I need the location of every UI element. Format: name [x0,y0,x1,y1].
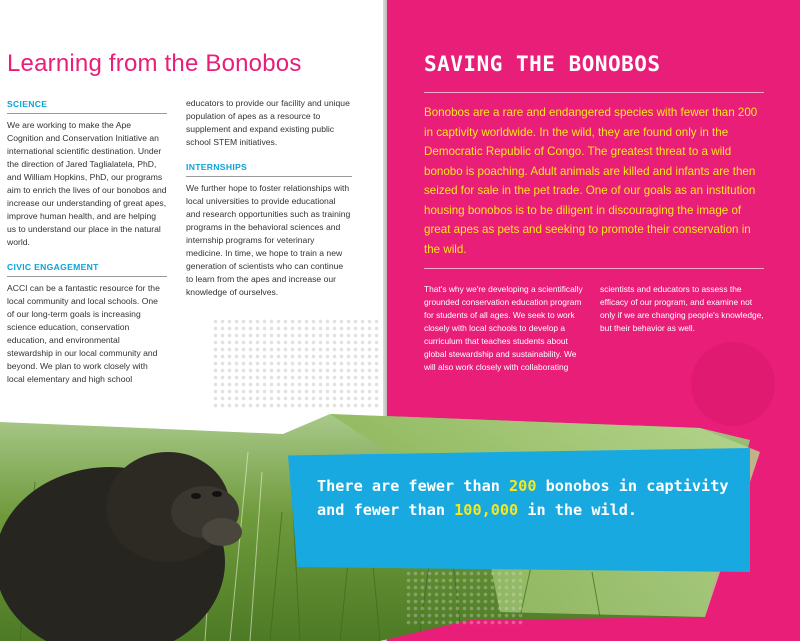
science-body: We are working to make the Ape Cognition and Conservation Initiative an international scientific destination. Under the direction of Jared Taglialatela, PhD, and William Hopkins, PhD, our programs aim to enrich the lives of our bonobos and increase our understanding of great apes, improve human health, and are helping us to understand our place in the natural world. [7,120,167,247]
page-title-right: SAVING THE BONOBOS [424,52,661,76]
civic-body: ACCI can be a fantastic resource for the local community and local schools. One of our long-term goals is increasing science education, conservation education, and environmental stewardship in our local community and beyond. We plan to work closely with local elementary and high school [7,283,160,384]
lead-paragraph: Bonobos are a rare and endangered species with fewer than 200 in captivity worldwide. In the wild, they are found only in the Democratic Republic of Congo. The greatest threat to a wild bonobo is poaching. Adult animals are killed and infants are then seized for sale in the pet trade. One of our goals as an institution housing bonobos is to be diligent in discouraging the image of great apes as pets and seeking to promote their conservation in the wild. [424,106,758,256]
lead-divider [424,268,764,269]
quote-number-captivity: 200 [509,477,537,495]
column-internships [186,97,352,299]
right-column-2 [600,283,768,335]
quote-part-2: bonobos in captivity and fewer than [317,477,729,519]
science-heading: SCIENCE [7,98,167,114]
internships-body: We further hope to foster relationships with local universities to provide educational and research opportunities such as training programs in the behavioral sciences and internship programs for veterinary medicine. In time, we hope to train a new generation of scientists who can continue to learn from the apes and increase our knowledge of ourselves. [186,183,351,297]
quote-number-wild: 100,000 [454,501,519,519]
page-title-left: Learning from the Bonobos [7,50,302,77]
title-divider [424,92,764,93]
civic-heading: CIVIC ENGAGEMENT [7,261,167,277]
right-col1-body: That's why we're developing a scientifically grounded conservation education program for students of all ages. We seek to work closely with local schools to develop a curriculum that teaches students about global stewardship and sustainability. We will also work closely with collaborating [424,284,583,372]
right-col2-body: scientists and educators to assess the efficacy of our program, and examine not only if we are changing people's knowledge, but their behavior as well. [600,284,764,333]
quote-text [317,474,747,522]
continued-body: educators to provide our facility and unique population of apes as a resource to supplement and expand existing public school STEM initiatives. [186,98,350,147]
quote-part-1: There are fewer than [317,477,510,495]
right-column-1 [424,283,584,374]
quote-part-3: in the wild. [518,501,638,519]
column-science [7,98,167,386]
internships-heading: INTERNSHIPS [186,161,352,177]
